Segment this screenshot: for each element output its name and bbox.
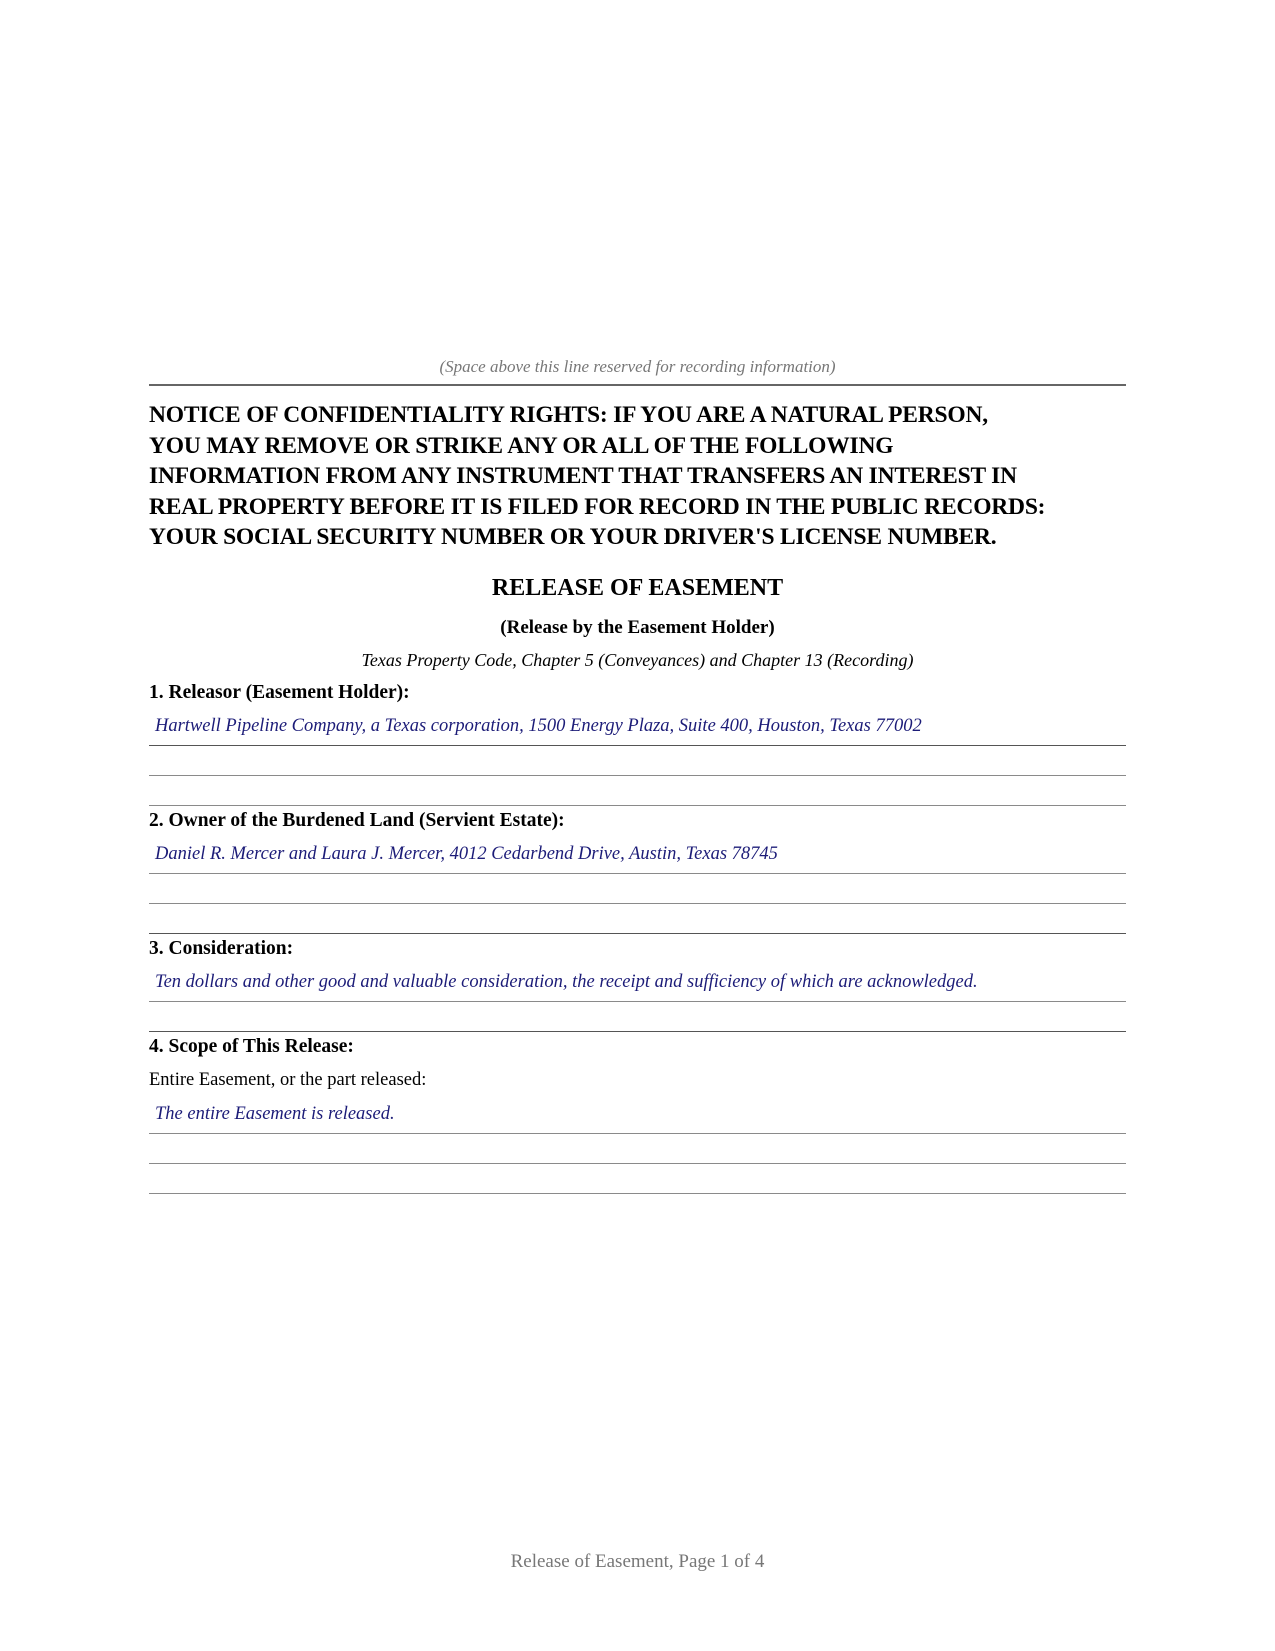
releasor-heading: 1. Releasor (Easement Holder):: [149, 682, 410, 703]
page-footer: Release of Easement, Page 1 of 4: [510, 1551, 765, 1572]
scope-prompt: Entire Easement, or the part released:: [149, 1070, 427, 1090]
consideration-heading: 3. Consideration:: [149, 938, 294, 959]
fill-line: [149, 1001, 1126, 1002]
notice-line: REAL PROPERTY BEFORE IT IS FILED FOR RECORD IN THE PUBLIC RECORDS:: [149, 493, 1046, 520]
notice-line: YOU MAY REMOVE OR STRIKE ANY OR ALL OF THE FOLLOWING: [149, 432, 894, 459]
confidentiality-notice: [149, 400, 1139, 553]
fill-line: [149, 1133, 1126, 1134]
notice-line: NOTICE OF CONFIDENTIALITY RIGHTS: IF YOU ARE A NATURAL PERSON,: [149, 402, 988, 428]
statute-reference: Texas Property Code, Chapter 5 (Conveyances) and Chapter 13 (Recording): [361, 650, 914, 670]
notice-line: INFORMATION FROM ANY INSTRUMENT THAT TRANSFERS AN INTEREST IN: [149, 463, 1017, 489]
owner-heading: 2. Owner of the Burdened Land (Servient Estate):: [149, 810, 565, 831]
document-subtitle: (Release by the Easement Holder): [500, 617, 775, 638]
notice-line: YOUR SOCIAL SECURITY NUMBER OR YOUR DRIVER'S LICENSE NUMBER.: [149, 524, 997, 550]
fill-line: [149, 903, 1126, 904]
fill-line: [149, 805, 1126, 806]
document-title: RELEASE OF EASEMENT: [491, 575, 784, 601]
fill-line: [149, 933, 1126, 934]
recording-divider-line: [149, 384, 1126, 386]
fill-line: [149, 745, 1126, 746]
fill-line: [149, 1031, 1126, 1032]
fill-line: [149, 1163, 1126, 1164]
fill-line: [149, 775, 1126, 776]
consideration-value[interactable]: Ten dollars and other good and valuable consideration, the receipt and sufficiency of which are acknowledged.: [155, 972, 978, 992]
fill-line: [149, 1193, 1126, 1194]
releasor-value[interactable]: Hartwell Pipeline Company, a Texas corporation, 1500 Energy Plaza, Suite 400, Houston, Texas 77002: [155, 716, 922, 736]
recording-space-note: (Space above this line reserved for recording information): [439, 357, 836, 376]
scope-value[interactable]: The entire Easement is released.: [155, 1104, 395, 1124]
fill-line: [149, 873, 1126, 874]
owner-value[interactable]: Daniel R. Mercer and Laura J. Mercer, 4012 Cedarbend Drive, Austin, Texas 78745: [155, 844, 778, 864]
scope-heading: 4. Scope of This Release:: [149, 1036, 354, 1057]
